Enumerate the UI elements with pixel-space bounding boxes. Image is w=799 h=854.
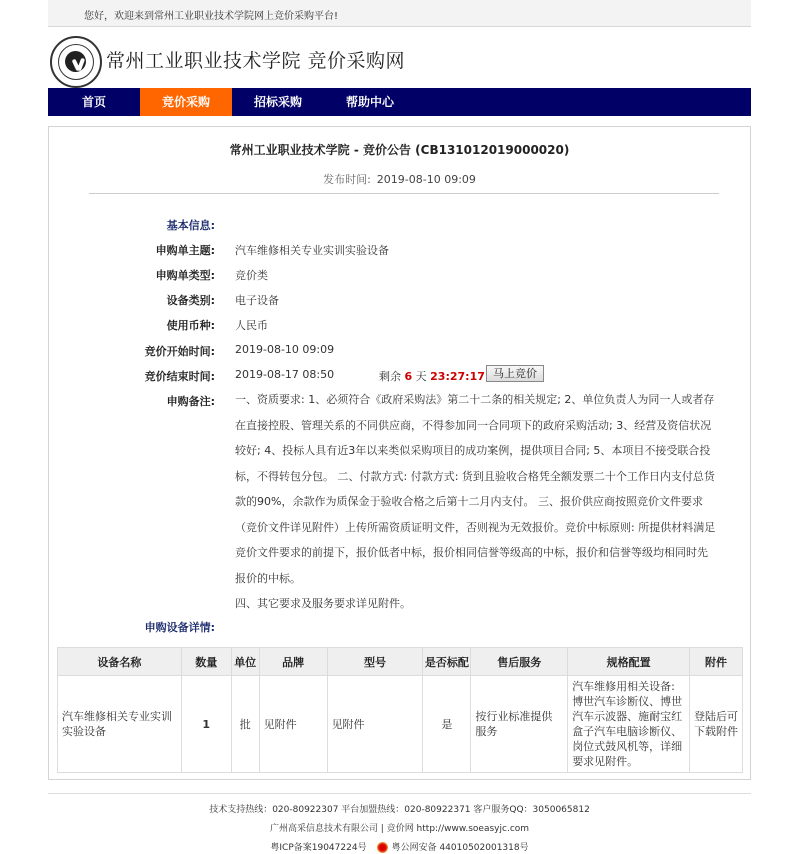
bid-now-button[interactable]: 马上竞价 xyxy=(486,365,544,382)
remark-label: 申购备注: xyxy=(166,395,215,408)
remaining-days: 6 xyxy=(404,370,413,383)
cell-name: 汽车维修相关专业实训实验设备 xyxy=(58,676,182,773)
remaining-time xyxy=(379,368,485,384)
remaining-clock: 23:27:17 xyxy=(430,370,485,383)
top-welcome-bar xyxy=(48,0,751,27)
cell-unit: 批 xyxy=(231,676,259,773)
field-value: 汽车维修相关专业实训实验设备 xyxy=(235,244,389,257)
publish-time xyxy=(49,171,750,187)
field-end-time xyxy=(49,368,750,386)
remark-last-line: 四、其它要求及服务要求详见附件。 xyxy=(235,597,411,610)
col-header-model: 型号 xyxy=(327,648,423,676)
col-header-standard: 是否标配 xyxy=(423,648,471,676)
equipment-table xyxy=(57,647,743,773)
col-header-spec: 规格配置 xyxy=(568,648,690,676)
col-header-brand: 品牌 xyxy=(259,648,327,676)
footer-company: 广州高采信息技术有限公司 | 竞价网 http://www.soeasyjc.com xyxy=(269,824,530,834)
basic-info-heading xyxy=(49,217,750,235)
cell-brand: 见附件 xyxy=(259,676,327,773)
field-label: 使用币种: xyxy=(166,319,215,332)
field-start-time xyxy=(49,343,750,361)
field-value: 竞价类 xyxy=(235,269,268,282)
field-label: 竞价结束时间: xyxy=(144,370,215,383)
site-header xyxy=(48,30,751,88)
field-currency xyxy=(49,317,750,335)
col-header-service: 售后服务 xyxy=(471,648,568,676)
nav-item-home[interactable]: 首页 xyxy=(81,95,106,109)
nav-item-bidding[interactable]: 竞价采购 xyxy=(140,88,232,116)
remaining-prefix: 剩余 xyxy=(379,370,401,383)
col-header-name: 设备名称 xyxy=(58,648,182,676)
site-title: 常州工业职业技术学院 竞价采购网 xyxy=(106,50,406,72)
cell-standard: 是 xyxy=(423,676,471,773)
cell-model: 见附件 xyxy=(327,676,423,773)
col-header-attachment: 附件 xyxy=(690,648,743,676)
field-value: 人民币 xyxy=(235,319,268,332)
school-emblem-logo xyxy=(50,36,102,88)
field-subject xyxy=(49,242,750,260)
field-value: 2019-08-10 09:09 xyxy=(235,343,335,356)
field-value: 2019-08-17 08:50 xyxy=(235,368,335,381)
remark-body: 一、资质要求: 1、必须符合《政府采购法》第二十二条的相关规定; 2、单位负责人为同一人或者存在直接控股、管理关系的不同供应商，不得参加同一合同项下的政府采购活动; 3、经营及资信状况较好; 4、投标人具有近3年以来类似采购项目的成功案例，提供项目合同; 5、本项目不接受联合投标，不得转包分包。 二、付款方式: 付款方式: 货到且验收合格凭全额发票二十个工作日内支付总货款的90%，余款作为质保金于验收合格之后第十二月内支付。 三、报价供应商按照竞价文件要求（竞价文件详见附件）上传所需资质证明文件，否则视为无效报价。竞价中标原则: 所提供材料满足竞价文件要求的前提下，报价低者中标，报价相同信誉等级高的中标，报价和信誉等级均相同时先报价的中标。 xyxy=(235,393,716,585)
announcement-panel xyxy=(48,126,751,780)
main-nav xyxy=(48,88,751,116)
field-label: 申购单类型: xyxy=(155,269,215,282)
table-header-row xyxy=(58,648,743,676)
footer-registration xyxy=(0,840,799,853)
remaining-day-unit: 天 xyxy=(415,370,427,383)
publish-time-value: 2019-08-10 09:09 xyxy=(376,173,476,186)
field-category xyxy=(49,292,750,310)
col-header-unit: 单位 xyxy=(231,648,259,676)
footer-divider xyxy=(48,793,751,794)
field-value: 电子设备 xyxy=(235,294,279,307)
table-row xyxy=(58,676,743,773)
police-record-link[interactable]: 粤公网安备 44010502001318号 xyxy=(391,843,529,853)
equipment-section-label: 申购设备详情: xyxy=(144,621,215,634)
announcement-title: 常州工业职业技术学院 - 竞价公告 (CB131012019000020) xyxy=(229,143,570,157)
col-header-qty: 数量 xyxy=(181,648,231,676)
basic-info-label: 基本信息: xyxy=(166,219,215,232)
welcome-text: 您好，欢迎来到常州工业职业技术学院网上竞价采购平台! xyxy=(84,11,339,22)
icp-record-link[interactable]: 粤ICP备案19047224号 xyxy=(270,843,367,853)
field-type xyxy=(49,267,750,285)
footer-hotlines: 技术支持热线：020-80922307 平台加盟热线：020-80922371 客户服务QQ：3050065812 xyxy=(209,805,590,815)
field-label: 申购单主题: xyxy=(155,244,215,257)
title-divider xyxy=(89,193,719,194)
field-label: 竞价开始时间: xyxy=(144,345,215,358)
cell-spec: 汽车维修用相关设备: 博世汽车诊断仪、博世汽车示波器、施耐宝红盒子汽车电脑诊断仪、岗位式鼓风机等，详细要求见附件。 xyxy=(568,676,690,773)
publish-time-label: 发布时间: xyxy=(323,173,371,186)
police-badge-icon xyxy=(377,842,388,853)
nav-item-tender[interactable]: 招标采购 xyxy=(253,95,302,109)
cell-qty: 1 xyxy=(181,676,231,773)
cell-attachment[interactable]: 登陆后可下载附件 xyxy=(690,676,743,773)
field-label: 设备类别: xyxy=(166,294,215,307)
nav-item-help[interactable]: 帮助中心 xyxy=(345,95,394,109)
remark-text xyxy=(235,387,717,617)
cell-service: 按行业标准提供服务 xyxy=(471,676,568,773)
